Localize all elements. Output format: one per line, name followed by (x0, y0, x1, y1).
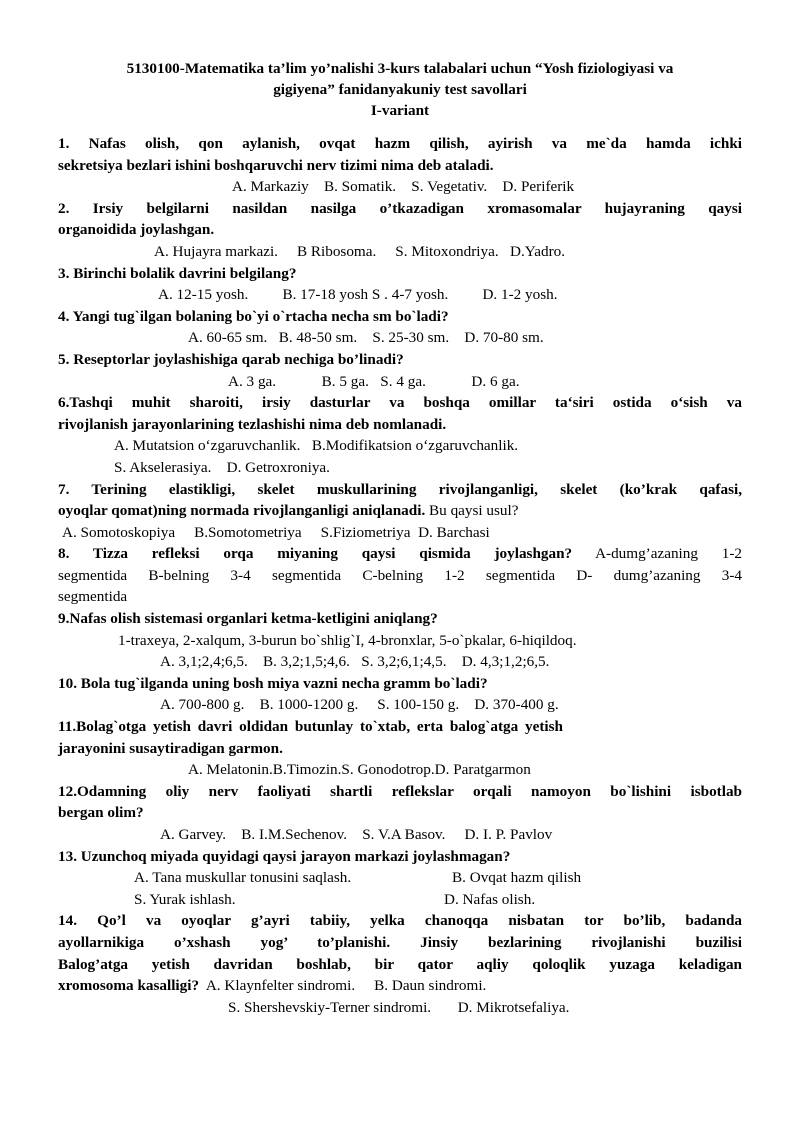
question-text: bergan olim? (58, 804, 144, 822)
question-text: 4. Yangi tug`ilgan bolaning bo`yi o`rtacha necha sm bo`ladi? (58, 307, 449, 325)
question-text: 11.Bolag`otga yetish davri oldidan butunlay to`xtab, erta balog`atga yetish (58, 718, 563, 736)
answer-options (58, 889, 742, 911)
header-line-2: gigiyena” fanidanyakuniy test savollari (273, 81, 527, 98)
option-d: D. Barchasi (418, 523, 490, 541)
question-text: 13. Uzunchoq miyada quyidagi qaysi jarayon markazi joylashmagan? (58, 847, 511, 865)
question-text: 3. Birinchi bolalik davrini belgilang? (58, 264, 297, 282)
question-text: 5. Reseptorlar joylashishiga qarab nechiga bo’linadi? (58, 350, 404, 368)
question-text: rivojlanish jarayonlarining tezlashishi nima deb nomlanadi. (58, 415, 447, 433)
answer-options: segmentida B-belning 3-4 segmentida C-belning 1-2 segmentida D- dumg’azaning 3-4 (58, 566, 742, 584)
option-c: S. 25-30 sm. (372, 329, 450, 347)
option-c: S. 100-150 g. (377, 696, 460, 714)
question-text: Balog’atga yetish davridan boshlab, bir qator aqliy qoloqlik yuzaga keladigan (58, 955, 742, 973)
question-7 (58, 479, 742, 544)
option-a: A. Klaynfelter sindromi. (205, 977, 356, 995)
option-d: D. 70-80 sm. (464, 329, 544, 347)
answer-options (58, 371, 742, 393)
answer-options: segmentida (58, 588, 128, 606)
option-c: S.Fiziometriya (320, 523, 411, 541)
question-text: jarayonini susaytiradigan garmon. (58, 739, 283, 757)
option-a: A. 700-800 g. (160, 696, 245, 714)
option-d: D. 4,3;1,2;6,5. (461, 653, 550, 671)
option-b: B. 5 ga. (321, 372, 369, 390)
question-text-line (58, 500, 742, 522)
option-b: B. I.M.Sechenov. (241, 826, 347, 843)
option-b: B. Somatik. (323, 178, 397, 196)
question-13 (58, 846, 742, 911)
option-b: B. 1000-1200 g. (259, 696, 359, 714)
answer-options (58, 824, 742, 846)
option-d: D. 1-2 yosh. (482, 286, 558, 304)
answer-options (58, 327, 742, 349)
answer-options (58, 284, 742, 306)
exam-page (58, 58, 742, 1018)
option-b: B Ribosoma. (296, 242, 377, 260)
answer-options (58, 435, 742, 457)
answer-options: A. Melatonin.B.Timozin.S. Gonodotrop.D. Paratgarmon (188, 761, 531, 779)
option-b: B.Somotometriya (194, 523, 302, 541)
header-line-1: 5130100-Matematika ta’lim yo’nalishi 3-kurs talabalari uchun “Yosh fiziologiyasi va (126, 60, 674, 77)
answer-options (58, 457, 742, 479)
question-3 (58, 263, 742, 306)
option-c: S. Yurak ishlash. (134, 890, 236, 908)
question-2 (58, 198, 742, 263)
option-a: A. 3 ga. (228, 372, 277, 390)
question-8 (58, 543, 742, 608)
option-d: D. 6 ga. (471, 372, 520, 390)
option-c: S. 4 ga. (380, 372, 426, 390)
question-text: organoidida joylashgan. (58, 221, 215, 239)
question-text: ayollarnikiga o’xshash yog’ to’planishi. Jinsiy bezlarining rivojlanishi buzilisi (58, 933, 742, 951)
option-b-c: B. 17-18 yosh S . 4-7 yosh. (282, 286, 449, 304)
answer-options-inline: A-dumg’azaning 1-2 (595, 545, 742, 563)
option-b: B. 48-50 sm. (278, 329, 358, 347)
option-c: S. Shershevskiy-Terner sindromi. (228, 998, 432, 1016)
option-a: A. Mutatsion o‘zgaruvchanlik. (114, 437, 301, 455)
question-text: 1. Nafas olish, qon aylanish, ovqat hazm qilish, ayirish va me`da hamda ichki (58, 135, 742, 152)
document-header (58, 58, 742, 121)
option-d: D. Nafas olish. (444, 890, 536, 908)
question-text: xromosoma kasalligi? (58, 977, 200, 995)
option-c: S. Mitoxondriya. (395, 242, 499, 260)
option-a: A. Garvey. (160, 826, 227, 843)
option-b: B.Modifikatsion o‘zgaruvchanlik. (311, 437, 519, 455)
option-a: A. 60-65 sm. (188, 329, 268, 347)
option-c: S. Akselerasiya. (114, 458, 212, 476)
answer-options (58, 651, 742, 673)
option-d: D. Mikrotsefaliya. (457, 998, 570, 1016)
option-d: D. Getroxroniya. (226, 458, 330, 476)
option-d: D. I. P. Pavlov (464, 826, 553, 843)
option-c: S. 3,2;6,1;4,5. (361, 653, 447, 671)
question-text: 2. Irsiy belgilarni nasildan nasilga o’tkazadigan xromasomalar hujayraning qaysi (58, 199, 742, 217)
question-10 (58, 673, 742, 716)
question-text: 7. Terining elastikligi, skelet muskullarining rivojlanganligi, skelet (ko’krak qafasi, (58, 480, 742, 498)
option-d: D. 370-400 g. (474, 696, 559, 714)
answer-options (58, 694, 742, 716)
option-a: A. 12-15 yosh. (158, 286, 249, 304)
option-d: D.Yadro. (510, 242, 566, 260)
option-a: A. Markaziy (232, 178, 309, 196)
option-b: B. Ovqat hazm qilish (452, 869, 582, 887)
question-text: sekretsiya bezlari ishini boshqaruvchi nerv tizimi nima deb ataladi. (58, 156, 494, 174)
option-c: S. V.A Basov. (362, 826, 446, 843)
question-text: 9.Nafas olish sistemasi organlari ketma-ketligini aniqlang? (58, 610, 438, 628)
question-subtext: Bu qaysi usul? (429, 502, 519, 520)
option-a: A. Somotoskopiya (62, 523, 176, 541)
question-text-line (58, 975, 742, 997)
answer-options (58, 997, 742, 1019)
question-9 (58, 608, 742, 673)
question-text: 12.Odamning oliy nerv faoliyati shartli reflekslar orqali namoyon bo`lishini isbotlab (58, 782, 742, 800)
answer-options (58, 522, 742, 544)
question-text: 14. Qo’l va oyoqlar g’ayri tabiiy, yelka chanoqqa nisbatan tor bo’lib, badanda (58, 912, 742, 930)
answer-options (58, 176, 742, 198)
question-11 (58, 716, 742, 781)
sequence-list: 1-traxeya, 2-xalqum, 3-burun bo`shlig`I, 4-bronxlar, 5-o`pkalar, 6-hiqildoq. (118, 631, 577, 649)
question-text: oyoqlar qomat)ning normada rivojlanganligi aniqlanadi. (58, 502, 426, 520)
answer-options (58, 241, 742, 263)
answer-options (58, 867, 742, 889)
question-12 (58, 781, 742, 846)
question-5 (58, 349, 742, 392)
question-1 (58, 133, 742, 198)
question-text: 8. Tizza refleksi orqa miyaning qaysi qismida joylashgan? (58, 545, 573, 563)
option-c: S. Vegetativ. (411, 178, 488, 196)
option-d: D. Periferik (502, 178, 575, 196)
option-b: B. Daun sindromi. (374, 977, 487, 995)
question-text: 6.Tashqi muhit sharoiti, irsiy dasturlar va boshqa omillar ta‘siri ostida o‘sish va (58, 394, 742, 412)
question-text: 10. Bola tug`ilganda uning bosh miya vazni necha gramm bo`ladi? (58, 674, 488, 692)
question-14 (58, 910, 742, 1018)
option-a: A. 3,1;2,4;6,5. (160, 653, 248, 671)
question-text-line (58, 543, 742, 565)
option-a: A. Tana muskullar tonusini saqlash. (134, 869, 352, 887)
variant-label: I-variant (370, 102, 430, 119)
question-6 (58, 392, 742, 478)
question-4 (58, 306, 742, 349)
option-a: A. Hujayra markazi. (154, 242, 278, 260)
option-b: B. 3,2;1,5;4,6. (262, 653, 350, 671)
